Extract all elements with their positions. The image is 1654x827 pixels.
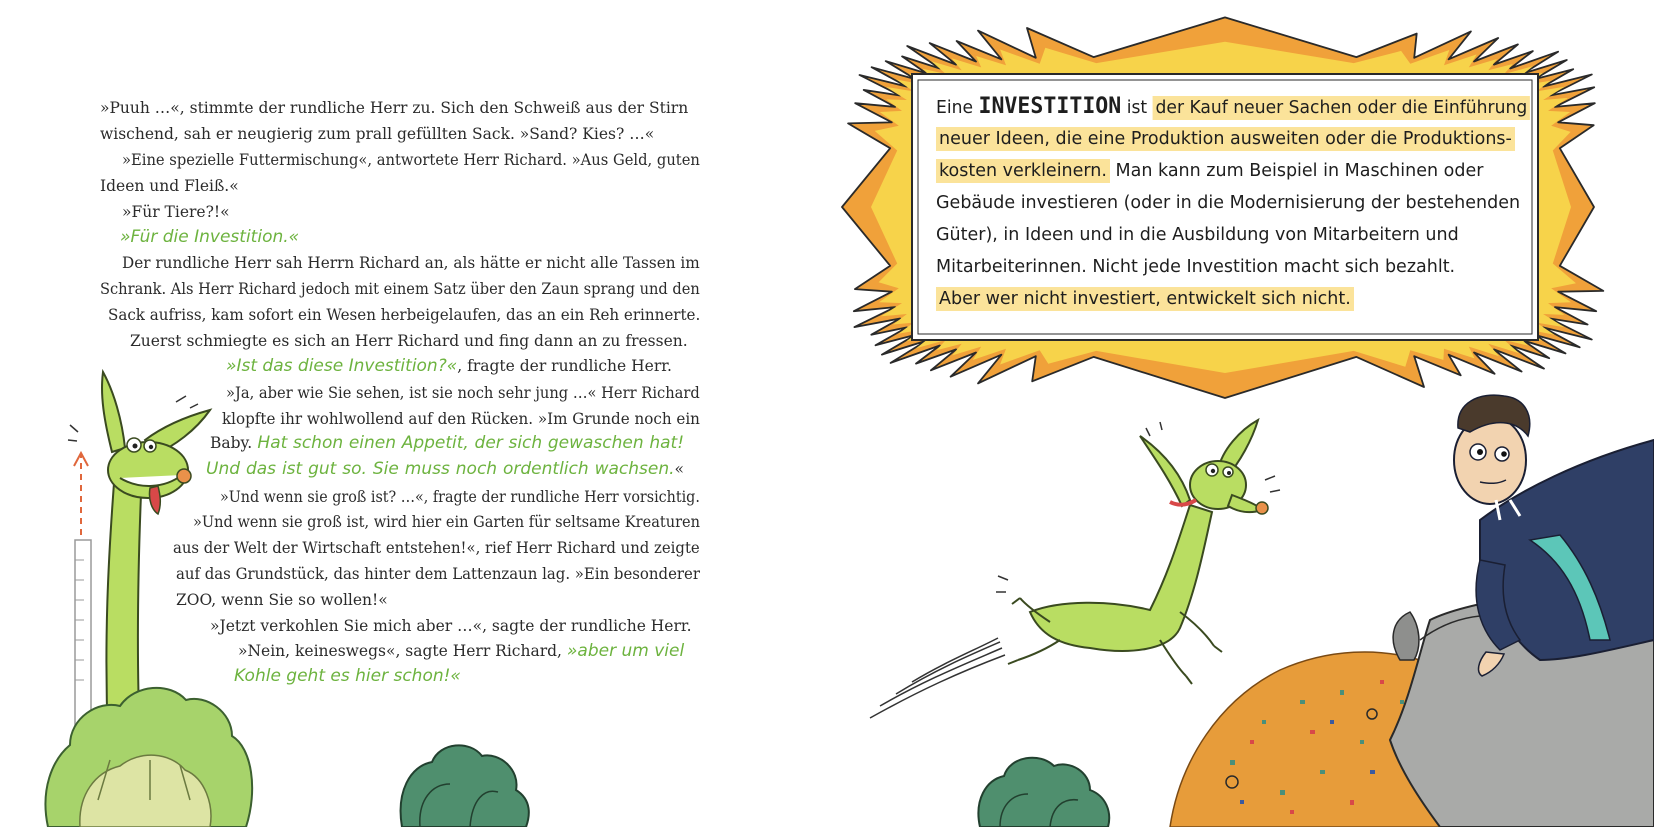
dialogue-green-text: Und das ist gut so. Sie muss noch ordentlich wachsen. [206, 459, 675, 479]
story-text-segment: Sack aufriss, kam sofort ein Wesen herbeigelaufen, das an ein Reh erinnerte. [108, 306, 701, 324]
definition-text-segment: Mitarbeiterinnen. Nicht jede Investition macht sich bezahlt. [936, 257, 1456, 277]
definition-text-segment: Man kann zum Beispiel in Maschinen oder [1109, 161, 1484, 181]
highlighted-text: der Kauf neuer Sachen oder die Einführung [1153, 96, 1531, 120]
definition-text-segment: Güter), in Ideen und in die Ausbildung von Mitarbeitern und [936, 225, 1459, 245]
definition-line [936, 284, 1354, 314]
story-text-segment: »Für Tiere?!« [122, 203, 230, 221]
highlighted-text: Aber wer nicht investiert, entwickelt sich nicht. [936, 287, 1354, 311]
story-text-segment: Der rundliche Herr sah Herrn Richard an, als hätte er nicht alle Tassen im [122, 254, 700, 272]
definition-line [936, 92, 1530, 123]
story-text-segment: klopfte ihr wohlwollend auf den Rücken. »Im Grunde noch ein [222, 410, 700, 428]
definition-text-segment: Gebäude investieren (oder in die Modernisierung der bestehenden [936, 193, 1521, 213]
story-text-segment: , fragte der rundliche Herr. [457, 357, 672, 375]
definition-text-segment: ist [1121, 98, 1153, 118]
story-text-segment: aus der Welt der Wirtschaft entstehen!«, rief Herr Richard und zeigte [173, 539, 700, 557]
story-text-segment: »Eine spezielle Futtermischung«, antwortete Herr Richard. »Aus Geld, guten [122, 151, 700, 169]
definition-line [936, 124, 1515, 154]
story-text-segment: ZOO, wenn Sie so wollen!« [176, 591, 388, 609]
story-text-segment: »Nein, keineswegs«, sagte Herr Richard, [238, 642, 567, 660]
definition-line [936, 220, 1459, 250]
definition-line [936, 156, 1483, 186]
story-text-segment: Schrank. Als Herr Richard jedoch mit einem Satz über den Zaun sprang und den [100, 280, 700, 298]
highlighted-text: neuer Ideen, die eine Produktion ausweiten oder die Produktions- [936, 127, 1515, 151]
story-text-segment: »Jetzt verkohlen Sie mich aber …«, sagte der rundliche Herr. [210, 617, 692, 635]
story-text-segment: »Und wenn sie groß ist, wird hier ein Garten für seltsame Kreaturen [193, 513, 701, 531]
dialogue-green-text: »Für die Investition.« [120, 227, 300, 247]
highlighted-text: kosten verkleinern. [936, 159, 1110, 183]
definition-text-segment: Eine [936, 98, 979, 118]
running-creature-illustration [996, 420, 1280, 684]
dialogue-green-text: Hat schon einen Appetit, der sich gewaschen hat! [257, 433, 685, 453]
bush-illustration [978, 758, 1109, 827]
story-text-segment: « [674, 460, 684, 478]
dialogue-green-text: Kohle geht es hier schon!« [234, 666, 461, 686]
story-text-segment: »Und wenn sie groß ist? …«, fragte der rundliche Herr vorsichtig. [220, 488, 700, 506]
story-text-segment: wischend, sah er neugierig zum prall gefüllten Sack. »Sand? Kies? …« [100, 125, 655, 143]
dialogue-green-text: »aber um viel [566, 641, 685, 661]
story-text-segment: »Puuh …«, stimmte der rundliche Herr zu. Sich den Schweiß aus der Stirn [100, 99, 689, 117]
story-text-segment: Baby. [210, 434, 258, 452]
dialogue-green-text: »Ist das diese Investition?« [226, 356, 458, 376]
story-text-segment: Ideen und Fleiß.« [100, 177, 239, 195]
speed-lines [870, 638, 1005, 718]
story-text-segment: auf das Grundstück, das hinter dem Lattenzaun lag. »Ein besonderer [176, 565, 700, 583]
definition-line [936, 252, 1455, 282]
definition-line [936, 188, 1520, 218]
story-text-segment: Zuerst schmiegte es sich an Herr Richard und fing dann an zu fressen. [130, 332, 688, 350]
term-investition: INVESTITION [978, 94, 1122, 119]
story-text-segment: »Ja, aber wie Sie sehen, ist sie noch sehr jung …« Herr Richard [226, 384, 700, 402]
